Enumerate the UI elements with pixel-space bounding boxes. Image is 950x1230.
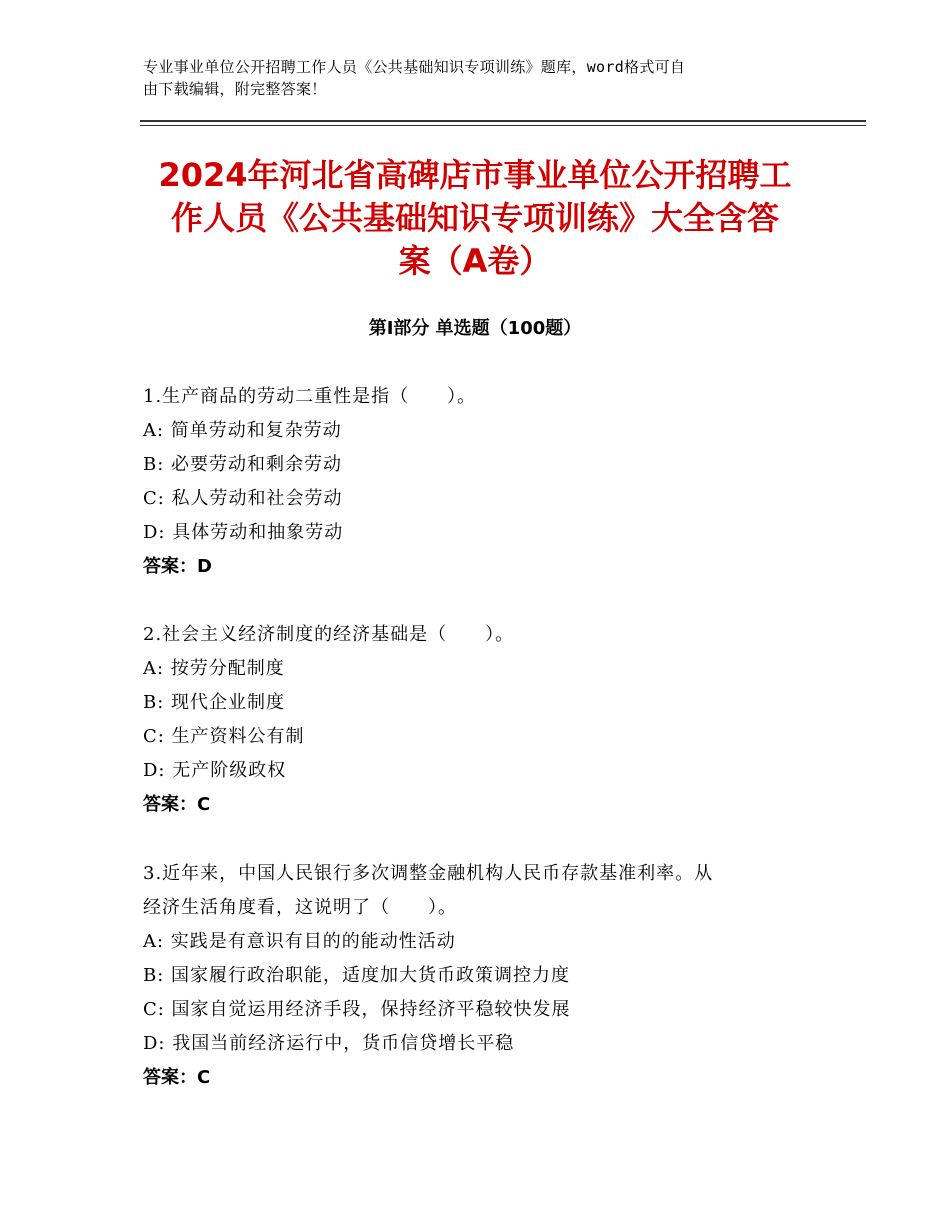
section-title: 第Ⅰ部分 单选题（100题） bbox=[368, 318, 582, 339]
option-c: C: 生产资料公有制 bbox=[143, 726, 305, 747]
question-2 bbox=[143, 618, 823, 822]
option-a: A: 按劳分配制度 bbox=[143, 658, 285, 679]
option-b: B: 国家履行政治职能，适度加大货币政策调控力度 bbox=[143, 965, 571, 986]
answer: 答案：C bbox=[143, 1067, 211, 1088]
title-line: 2024年河北省高碑店市事业单位公开招聘工 bbox=[158, 156, 792, 194]
option-c: C: 国家自觉运用经济手段，保持经济平稳较快发展 bbox=[143, 999, 571, 1020]
option-b: B: 现代企业制度 bbox=[143, 692, 286, 713]
header-note bbox=[143, 56, 803, 100]
answer: 答案：C bbox=[143, 794, 211, 815]
header-note-line: 由下载编辑，附完整答案！ bbox=[143, 80, 327, 98]
header-note-line: 专业事业单位公开招聘工作人员《公共基础知识专项训练》题库，word格式可自 bbox=[143, 58, 686, 76]
question-stem-cont: 经济生活角度看，这说明了（ ）。 bbox=[143, 897, 457, 918]
question-stem: 1.生产商品的劳动二重性是指（ ）。 bbox=[143, 386, 477, 407]
document-title bbox=[140, 154, 810, 283]
option-c: C: 私人劳动和社会劳动 bbox=[143, 488, 343, 509]
option-b: B: 必要劳动和剩余劳动 bbox=[143, 454, 343, 475]
answer: 答案：D bbox=[143, 556, 212, 577]
option-d: D: 具体劳动和抽象劳动 bbox=[143, 522, 344, 543]
title-line: 案（A卷） bbox=[398, 242, 552, 280]
title-line: 作人员《公共基础知识专项训练》大全含答 bbox=[170, 199, 779, 237]
option-d: D: 无产阶级政权 bbox=[143, 760, 287, 781]
option-a: A: 简单劳动和复杂劳动 bbox=[143, 420, 342, 441]
header-divider-thin bbox=[140, 125, 866, 126]
option-a: A: 实践是有意识有目的的能动性活动 bbox=[143, 931, 456, 952]
question-3 bbox=[143, 857, 823, 1095]
option-d: D: 我国当前经济运行中，货币信贷增长平稳 bbox=[143, 1033, 515, 1054]
question-stem: 3.近年来，中国人民银行多次调整金融机构人民币存款基准利率。从 bbox=[143, 863, 714, 884]
question-stem: 2.社会主义经济制度的经济基础是（ ）。 bbox=[143, 624, 515, 645]
question-1 bbox=[143, 380, 823, 584]
header-divider bbox=[140, 120, 866, 122]
